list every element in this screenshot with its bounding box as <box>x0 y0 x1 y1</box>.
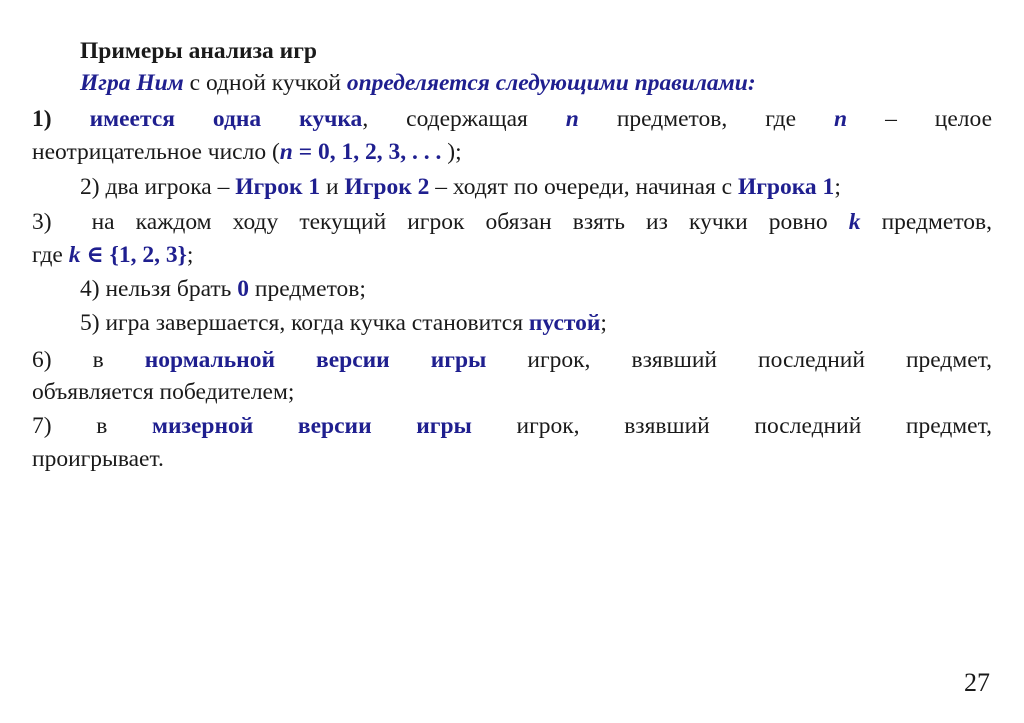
rule-7-w3: последний <box>754 413 862 439</box>
rule-6-line-2 <box>32 377 992 407</box>
rule-1-number: 1) <box>32 106 52 132</box>
rule-5-empty: пустой <box>528 310 601 336</box>
rule-4-zero: 0 <box>237 276 250 302</box>
rule-3-line-2 <box>32 240 992 270</box>
intro-line <box>80 68 1024 98</box>
rule-6-in: в <box>92 347 104 373</box>
player-1-genitive: Игрока 1 <box>737 174 835 200</box>
rule-3-set: ∈ {1, 2, 3} <box>80 242 187 268</box>
rule-5 <box>80 308 1024 338</box>
rule-2-end: ; <box>834 174 841 200</box>
rule-1-n3: n <box>279 139 293 165</box>
rule-1-text2: предметов, где <box>578 106 835 132</box>
rule-6-w2: взявший <box>631 347 718 373</box>
rule-5-pre: 5) игра завершается, когда кучка становится <box>80 310 529 336</box>
rule-1-n2: n <box>834 106 848 132</box>
page-number: 27 <box>964 668 990 697</box>
rule-4 <box>80 274 1024 304</box>
rule-7-in: в <box>96 413 108 439</box>
rule-7-w1: игрок, <box>516 413 580 439</box>
rule-1-text: , содержащая <box>362 106 566 132</box>
player-1: Игрок 1 <box>235 174 321 200</box>
rule-7-number: 7) <box>32 413 52 439</box>
rule-3-number: 3) <box>32 209 52 235</box>
rule-1-text3: – целое <box>847 106 993 132</box>
rule-7-w2: взявший <box>624 413 710 439</box>
rule-3-line-1 <box>32 207 992 237</box>
rule-5-post: ; <box>600 310 607 336</box>
rule-7-line-2 <box>32 444 992 474</box>
intro-middle: с одной кучкой <box>183 70 347 96</box>
rule-1-line2-post: ); <box>441 139 462 165</box>
rule-2-and: и <box>320 174 345 200</box>
rule-7-line-1 <box>32 411 992 441</box>
game-name: Игра Ним <box>80 70 184 96</box>
rule-1-n: n <box>565 106 579 132</box>
title-text: Примеры анализа игр <box>80 38 317 64</box>
rule-2-mid: – ходят по очереди, начиная с <box>429 174 738 200</box>
rule-7-w4: предмет, <box>905 413 992 439</box>
rule-3-k2: k <box>68 242 81 268</box>
rule-3-k: k <box>848 209 861 235</box>
rule-1-line-1 <box>32 104 992 134</box>
rule-1-bold: имеется одна кучка <box>89 106 363 132</box>
rule-6-line-1 <box>32 345 992 375</box>
rule-4-pre: 4) нельзя брать <box>80 276 238 302</box>
player-2: Игрок 2 <box>344 174 430 200</box>
slide-title <box>80 36 1024 66</box>
rule-1-values: = 0, 1, 2, 3, . . . <box>292 139 442 165</box>
rule-3-text2: предметов, <box>860 209 992 235</box>
rule-3-line2-post: ; <box>186 242 194 268</box>
rule-6-w1: игрок, <box>527 347 591 373</box>
rule-6-highlight: нормальной версии игры <box>144 347 487 373</box>
rule-7-highlight: мизерной версии игры <box>151 413 472 439</box>
rule-6-w3: последний <box>758 347 865 373</box>
rule-7-line2: проигрывает. <box>32 446 164 472</box>
rule-6-w4: предмет, <box>905 347 993 373</box>
rule-3-text: на каждом ходу текущий игрок обязан взять из кучки ровно <box>91 209 849 235</box>
rule-1-line2-pre: неотрицательное число ( <box>32 139 280 165</box>
rule-6-number: 6) <box>32 347 52 373</box>
rule-1-line-2 <box>32 137 992 167</box>
rule-6-line2: объявляется победителем; <box>32 379 295 405</box>
rule-3-line2-pre: где <box>32 242 69 268</box>
rule-2-pre: 2) два игрока – <box>80 174 236 200</box>
rule-2 <box>80 172 1024 202</box>
rule-4-post: предметов; <box>249 276 366 302</box>
intro-tail: определяется следующими правилами: <box>346 70 756 96</box>
